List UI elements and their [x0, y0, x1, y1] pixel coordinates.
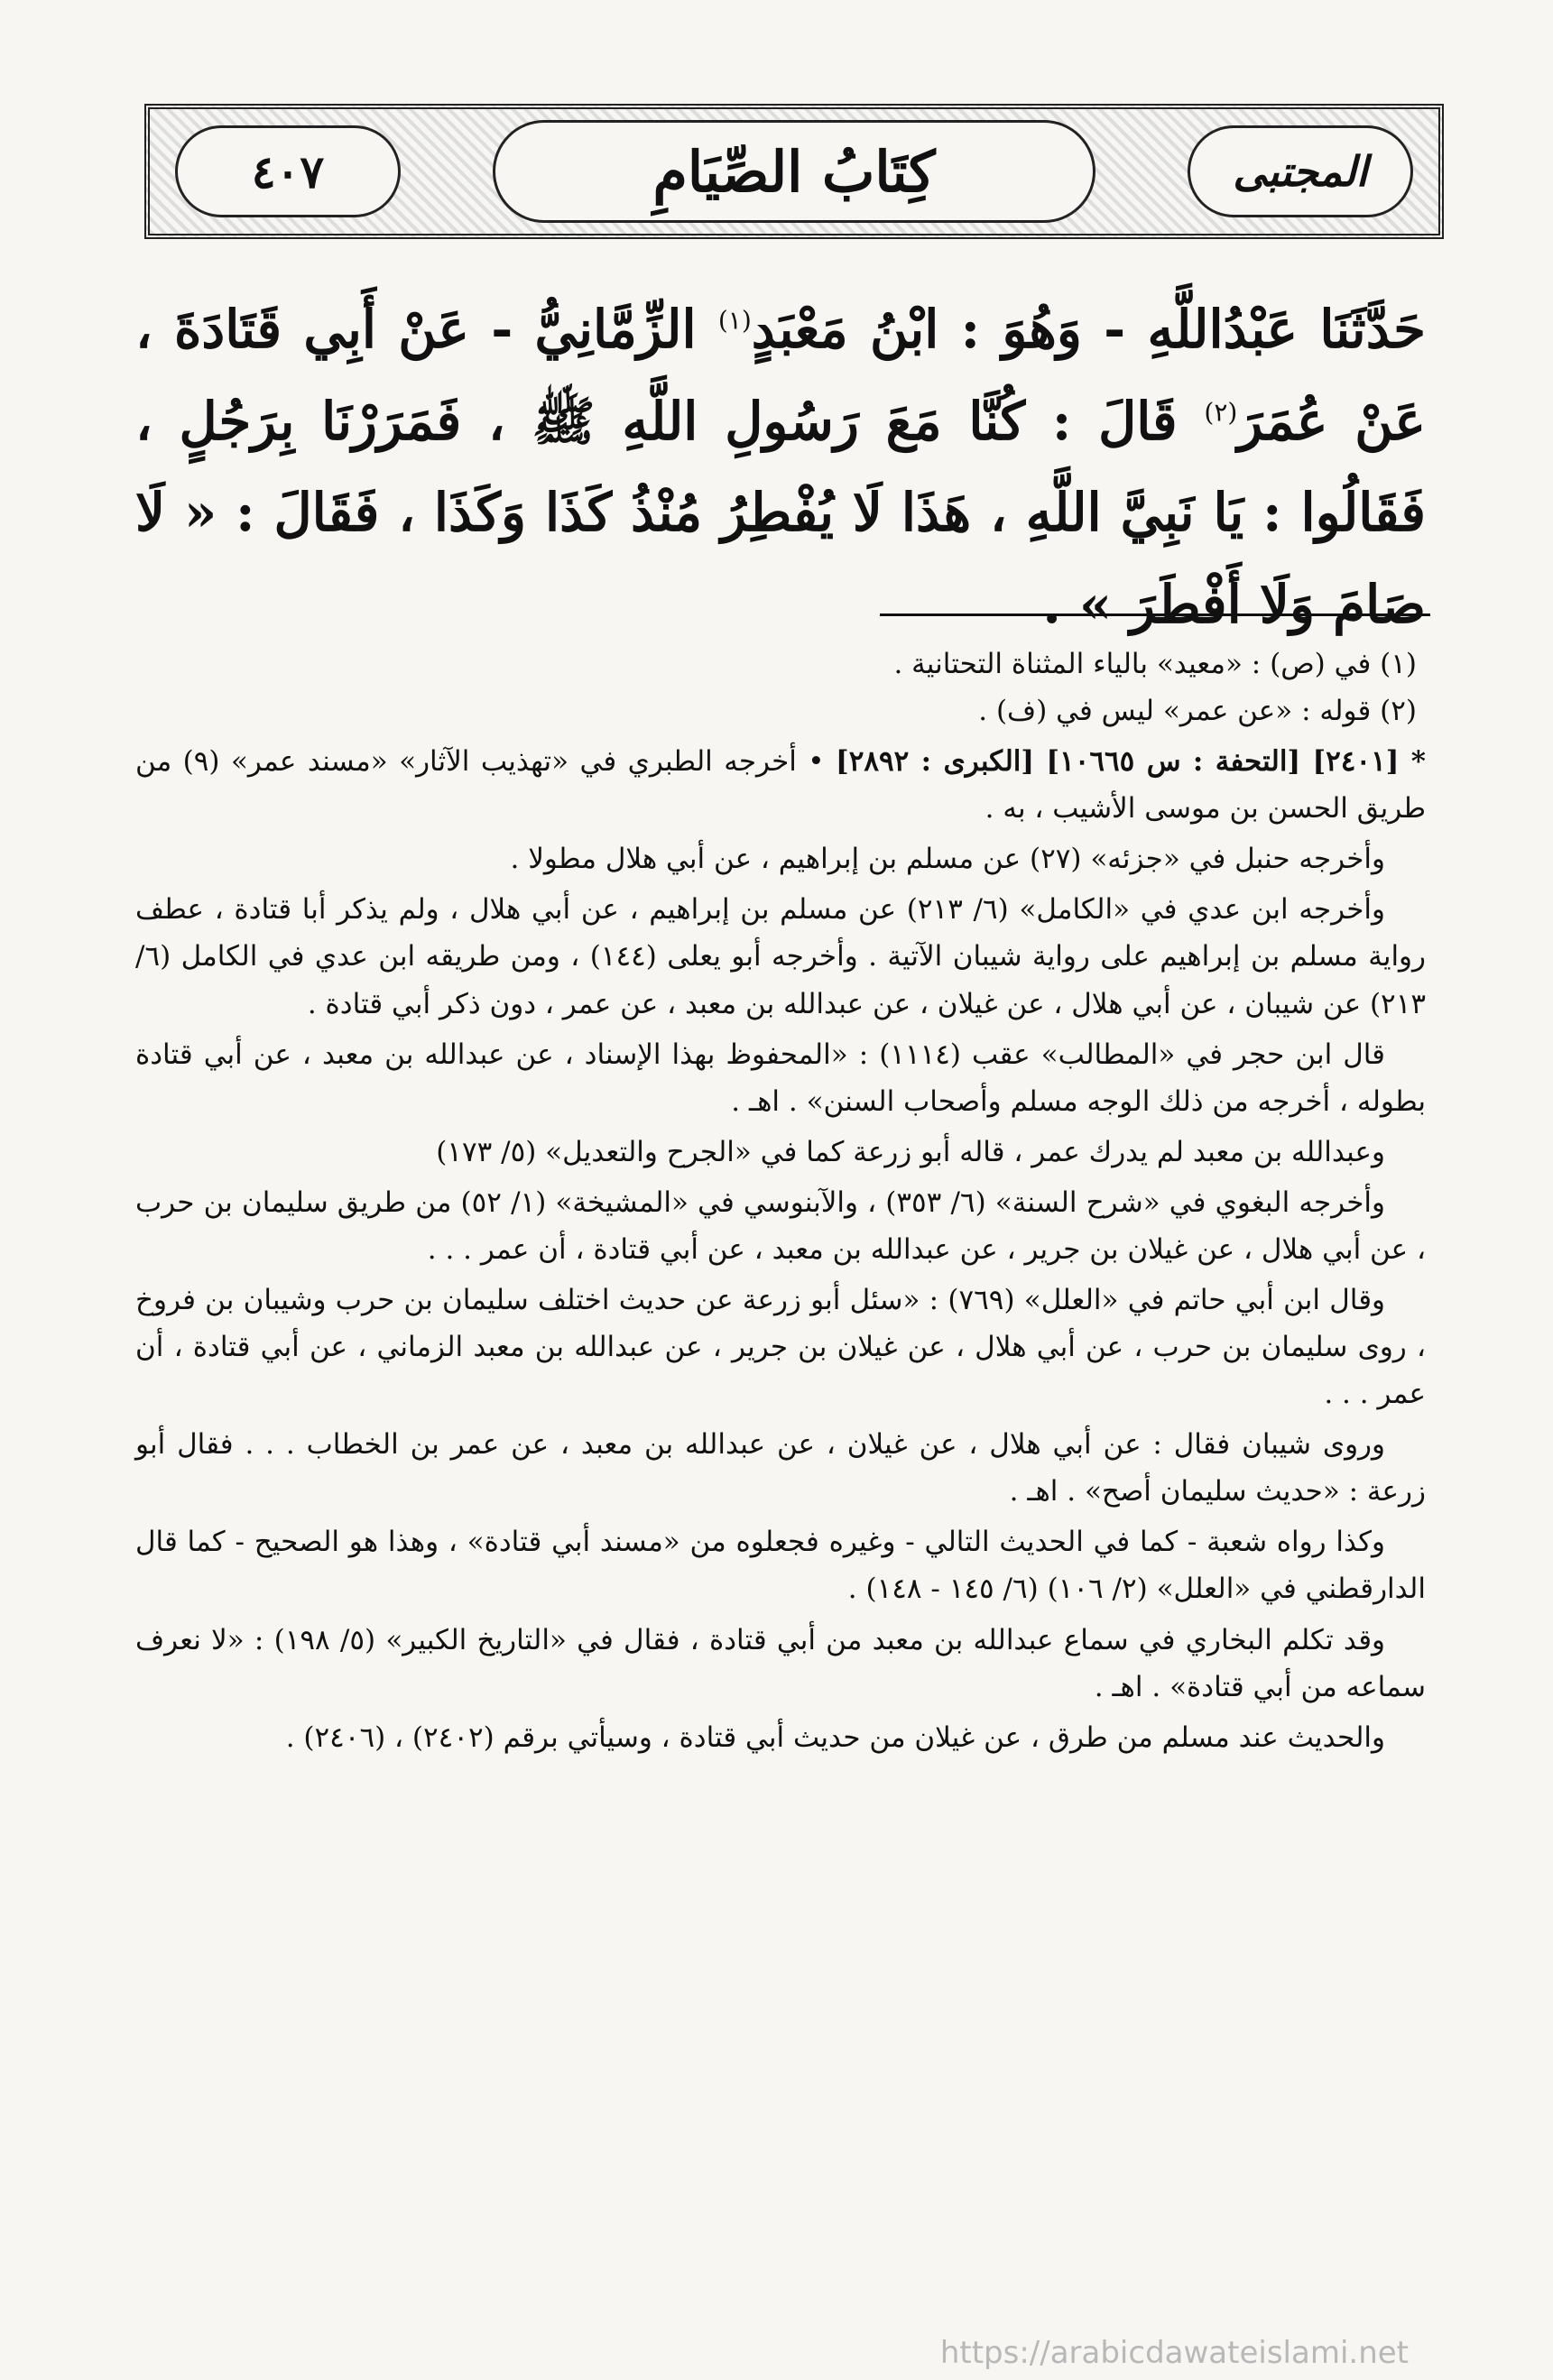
footnote-2: (٢) قوله : «عن عمر» ليس في (ف) . [978, 695, 1417, 728]
hadith-text [135, 284, 1426, 650]
footnote-divider [880, 613, 1430, 616]
footnote-ref-2: (٢) [1204, 397, 1238, 428]
takhrij-paragraph: وقال ابن أبي حاتم في «العلل» (٧٦٩) : «سئل أبو زرعة عن حديث اختلف سليمان بن حرب وشيبان بن فروخ ، روى سليمان بن حرب ، عن أبي هلال ، عن غيلان بن جرير ، عن عبدالله بن معبد الزماني ، عن أبي قتادة ، أن عمر . . . [135, 1284, 1426, 1411]
footnote-ref-1: (١) [717, 305, 752, 336]
logo-cartouche [1188, 125, 1413, 217]
takhrij-paragraph: وأخرجه البغوي في «شرح السنة» (٦/ ٣٥٣) ، والآبنوسي في «المشيخة» (١/ ٥٢) من طريق سليمان بن حرب ، عن أبي هلال ، عن غيلان بن جرير ، عن عبدالله بن معبد ، عن أبي قتادة ، أن عمر . . . [135, 1185, 1426, 1266]
page-number: ٤٠٧ [251, 144, 325, 198]
ornamental-header [144, 104, 1444, 239]
page-number-cartouche [175, 125, 401, 217]
watermark-url: https://arabicdawateislami.net [939, 2335, 1409, 2371]
takhrij-paragraph: قال ابن حجر في «المطالب» عقب (١١١٤) : «المحفوظ بهذا الإسناد ، عن عبدالله بن معبد ، عن أبي قتادة بطوله ، أخرجه من ذلك الوجه مسلم وأصحاب السنن» . اهـ . [135, 1038, 1426, 1118]
hadith-line-1: حَدَّثَنَا عَبْدُاللَّهِ - وَهُوَ : ابْنُ مَعْبَدٍ [751, 299, 1426, 360]
footnote-1: (١) في (ص) : «معيد» بالياء المثناة التحتانية . [893, 648, 1417, 680]
takhrij-paragraph: والحديث عند مسلم من طرق ، عن غيلان من حديث أبي قتادة ، وسيأتي برقم (٢٤٠٢) ، (٢٤٠٦) . [285, 1720, 1385, 1754]
publisher-logo: المجتبى [1233, 147, 1368, 196]
takhrij-paragraph: وأخرجه حنبل في «جزئه» (٢٧) عن مسلم بن إبراهيم ، عن أبي هلال مطولا . [510, 843, 1385, 876]
takhrij-paragraph: وقد تكلم البخاري في سماع عبدالله بن معبد من أبي قتادة ، فقال في «التاريخ الكبير» (٥/ ١٩٨) : «لا نعرف سماعه من أبي قتادة» . اهـ . [135, 1623, 1426, 1703]
takhrij-paragraph: وروى شيبان فقال : عن أبي هلال ، عن غيلان ، عن عبدالله بن معبد ، عن عمر بن الخطاب . . . فقال أبو زرعة : «حديث سليمان أصح» . اهـ . [135, 1428, 1426, 1508]
takhrij-heading [135, 738, 1426, 832]
takhrij-paragraph: وعبدالله بن معبد لم يدرك عمر ، قاله أبو زرعة كما في «الجرح والتعديل» (٥/ ١٧٣) [436, 1135, 1385, 1168]
takhrij-intro: • أخرجه الطبري في «تهذيب الآثار» «مسند عمر» (٩) من طريق الحسن بن موسى الأشيب ، به . [135, 745, 1426, 826]
hadith-line-1b: الزِّمَّانِيُّ - عَنْ أَبِي قَتَادَةَ ، عَنْ عُمَرَ [135, 299, 1426, 452]
footnotes-section [135, 641, 1426, 1761]
takhrij-paragraph: وأخرجه ابن عدي في «الكامل» (٦/ ٢١٣) عن مسلم بن إبراهيم ، عن أبي هلال ، ولم يذكر أبا قتادة ، عطف رواية مسلم بن إبراهيم على رواية شيبان الآتية . وأخرجه أبو يعلى (١٤٤) ، ومن طريقه ابن عدي في الكامل (٦/ ٢١٣) عن شيبان ، عن أبي هلال ، عن غيلان ، عن عبدالله بن معبد ، عن عمر ، دون ذكر أبي قتادة . [135, 893, 1426, 1020]
takhrij-reference: * [٢٤٠١] [التحفة : س ١٠٦٦٥] [الكبرى : ٢٨٩٢] [836, 745, 1427, 779]
takhrij-paragraph: وكذا رواه شعبة - كما في الحديث التالي - وغيره فجعلوه من «مسند أبي قتادة» ، وهذا هو الصحيح - كما قال الدارقطني في «العلل» (٢/ ١٠٦) (٦/ ١٤٥ - ١٤٨) . [135, 1526, 1426, 1606]
book-title: كِتَابُ الصِّيَامِ [652, 138, 936, 205]
hadith-line-2: قَالَ : كُنَّا مَعَ رَسُولِ اللَّهِ ﷺ ، فَمَرَرْنَا بِرَجُلٍ ، فَقَالُوا : يَا نَبِيَّ اللَّهِ ، هَذَا لَا يُفْطِرُ مُنْذُ كَذَا وَكَذَا ، فَقَالَ : « لَا صَامَ وَلَا أَفْطَرَ » . [135, 390, 1426, 635]
title-cartouche [493, 120, 1095, 223]
